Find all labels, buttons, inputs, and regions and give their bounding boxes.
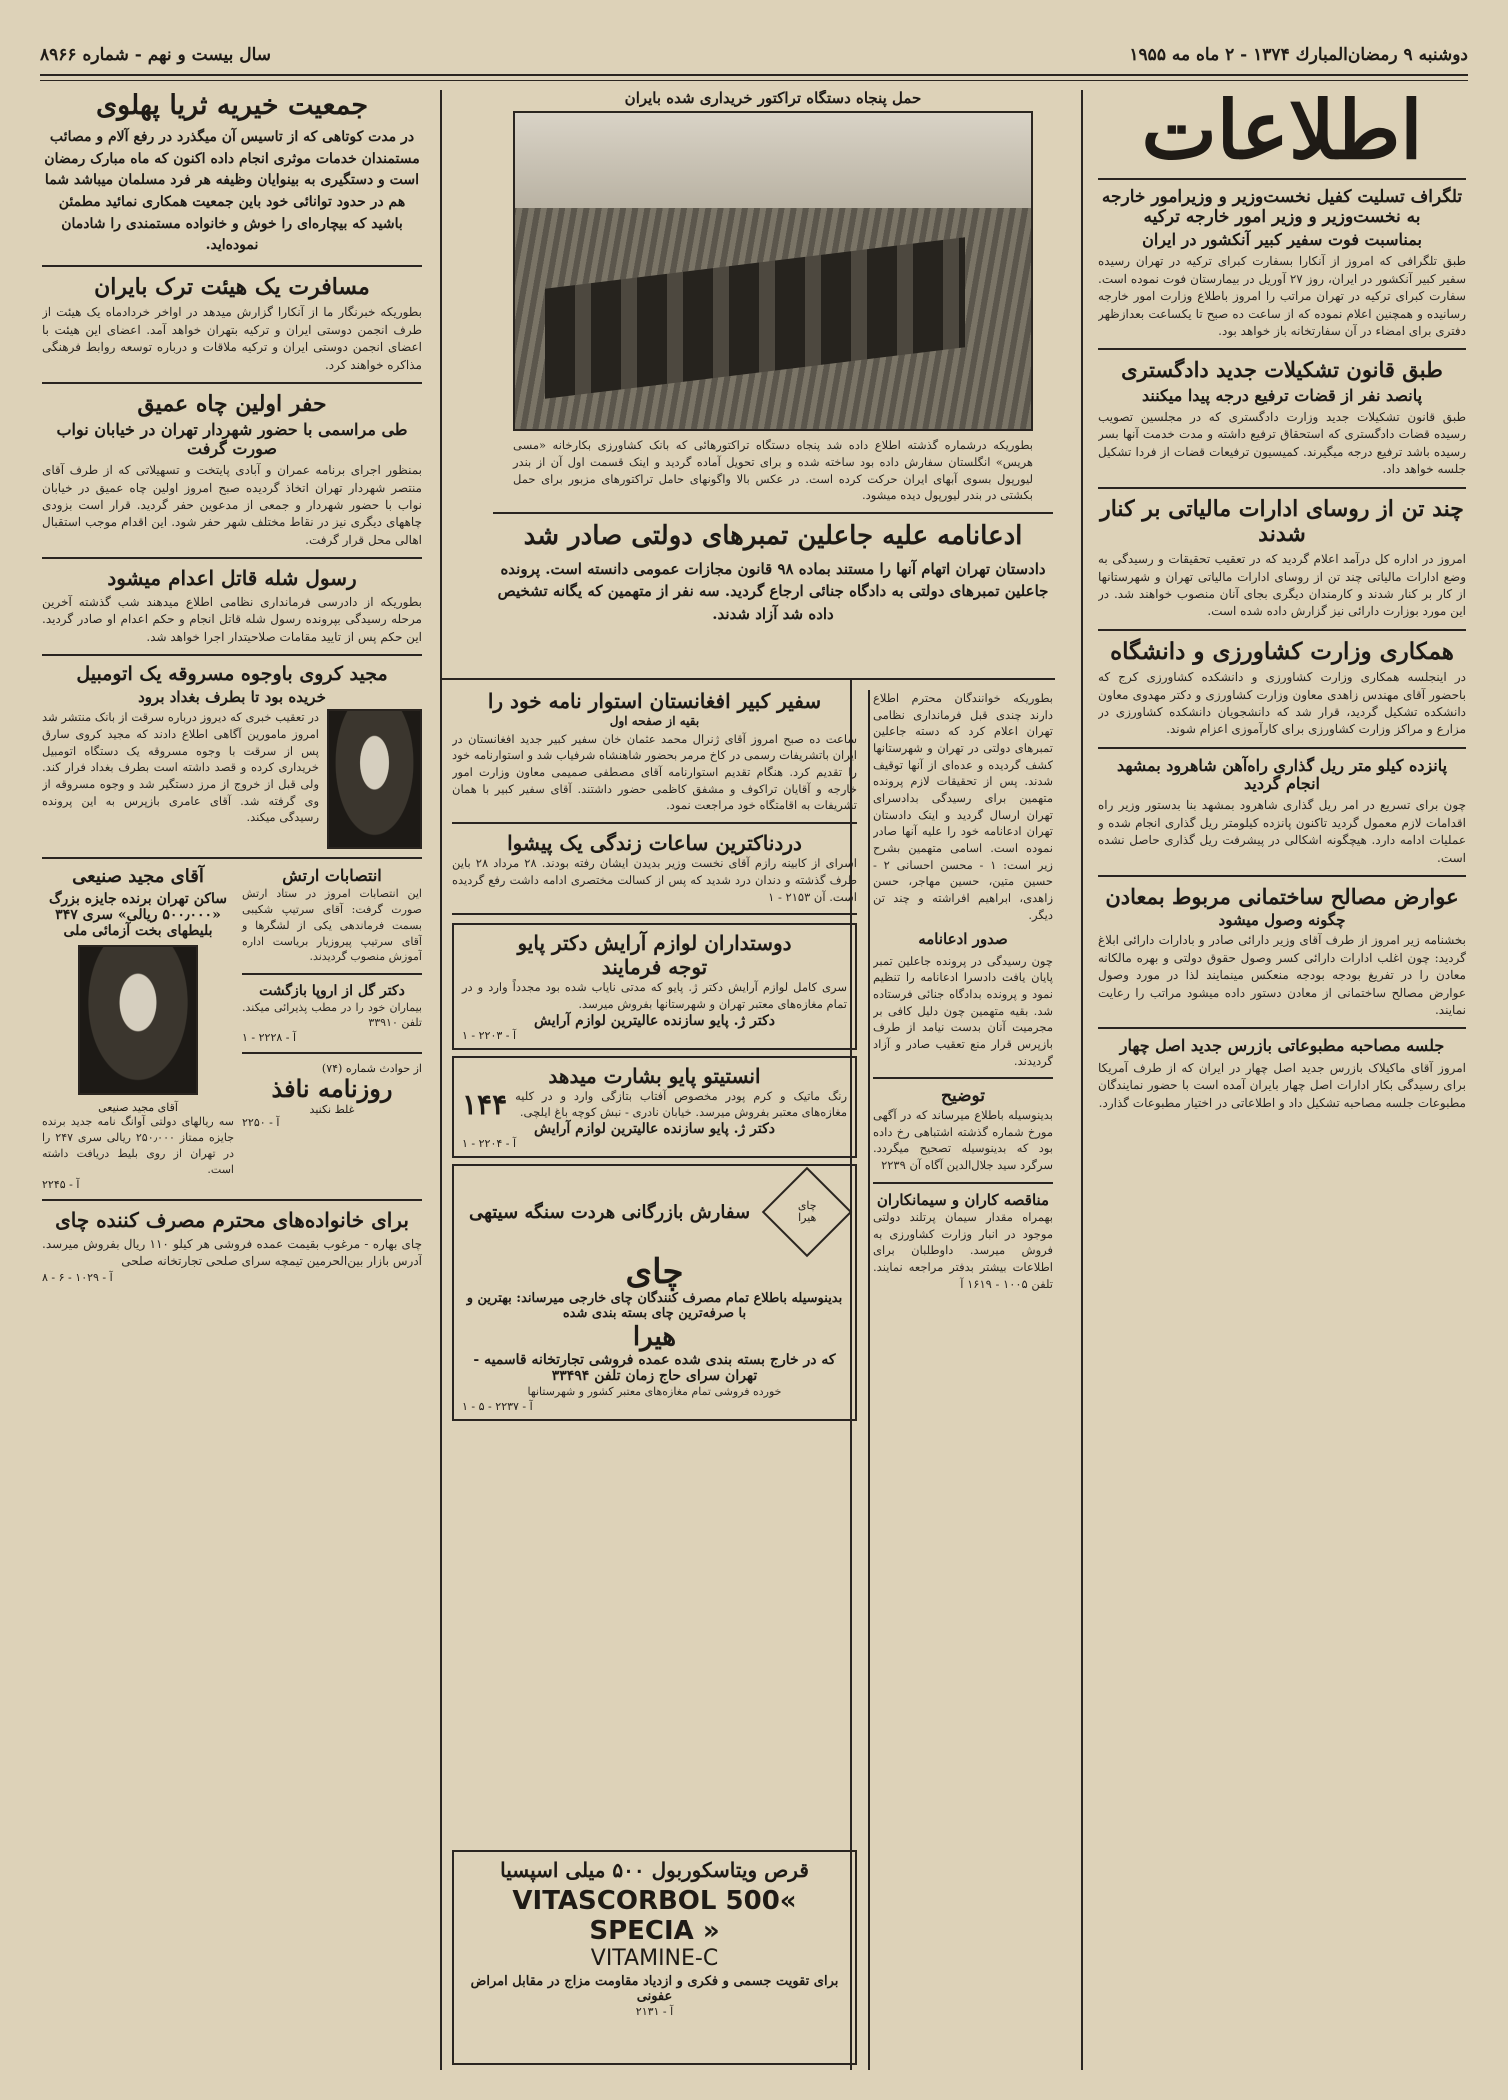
ad-body2: سه ریالهای دولتی آوانگ نامه جدید برنده جایزه ممتاز ۲۵۰٫۰۰۰ ریالی سری ۲۴۷ را در تهران از روی بلیط دریافت داشته است. [42, 1115, 234, 1177]
correction-title: توضیح [940, 1086, 986, 1107]
badge-top: چای [797, 1198, 817, 1212]
ad-nafez [242, 1062, 422, 1129]
ad-subtitle: توجه فرمایند [601, 955, 708, 980]
article-deep-well [42, 392, 422, 549]
article-stolen-car [42, 664, 422, 849]
article-point-four [1098, 1037, 1466, 1112]
bottom-left-split [42, 867, 422, 1191]
article-body: در تعقیب خبری که دیروز درباره سرقت از بانک منتشر شد امروز مامورین آگاهی اطلاع دادند که مجید کروی سارق پس از سرقت با وجوه مسروقه یک دستگاه اتومبیل خریداری کرده و قصد داشته است بطرف بغداد فرار کند. ولی قبل از خروج از مرز دستگیر شد و وجوه مسروقه از وی گرفته شد. آقای عامری بازپرس به این پرونده رسیدگی میکند. [42, 710, 319, 825]
headline: جمعیت خیریه ثریا پهلوی [95, 90, 369, 121]
ad-payot-cosmetics [452, 923, 857, 1049]
article-ambassador [452, 690, 857, 814]
headline: رسول شله قاتل اعدام میشود [107, 566, 357, 591]
ad-payot-institute [452, 1056, 857, 1158]
ad-code: آ - ۲۲۵۰ [242, 1115, 280, 1129]
article-body: امروز آقای ماکیلاک بازرس جدید اصل چهار در ایران که از طرف آمریکا برای رسیدگی بکار ادارات اصل چهار بایران آمده است با حضور نمایندگان مطبوعات جلسه مصاحبه تشکیل داد و اطلاعاتی در اختیار مطبوعات گذارد. [1098, 1060, 1466, 1110]
ad-title: دوستداران لوازم آرایش دکتر پایو [517, 931, 792, 956]
article-condolence [1098, 188, 1466, 340]
masthead-rule [40, 74, 1468, 76]
article-body: بمنظور اجرای برنامه عمران و آبادی پایتخت و تسهیلاتی که از طرف آقای منتصر شهردار تهران اتخاذ گردیده صبح امروز اولین چاه عمیق در خیابان نواب با حضور شهردار و جمعی از مدعوین حفر گردید. قرار است بزودی چاههای دیگری نیز در نقاط مختلف شهر حفر شود. این اقدام موجب استقبال اهالی محل قرار گرفت. [42, 463, 422, 547]
article-body: در مدت کوتاهی که از تاسیس آن میگذرد در رفع آلام و مصائب مستمندان خدمات موثری انجام داده اکنون که ماه مبارک رمضان است و دستگیری به بینوایان وظیفه هر فرد مسلمان میباشد شما هم در حدود توانائی خود باین جمعیت همکاری نمائید مطمئن باشید که بیچاره‌ای را خوش و خانواده مستمندی را شادمان نموده‌اید. [44, 129, 420, 254]
headline: عوارض مصالح ساختمانی مربوط بمعادن [1105, 884, 1459, 910]
article-army [242, 867, 422, 965]
ad-body: بدینوسیله باطلاع تمام مصرف کنندگان چای خارجی میرساند: بهترین و با صرفه‌ترین چای بسته بندی شده [466, 1291, 843, 1321]
headline: تلگراف تسلیت کفیل نخست‌وزیر و وزیرامور خارجه به نخست‌وزیر و وزیر امور خارجه ترکیه [1101, 187, 1463, 227]
photo-title: حمل پنجاه دستگاه تراکتور خریداری شده بایران [624, 90, 922, 107]
subheadline: خریده بود تا بطرف بغداد برود [138, 688, 326, 707]
photo-caption: بطوریکه درشماره گذشته اطلاع داده شد پنجاه دستگاه تراکتورهائی که بانک کشاورزی بکارخانه «مسی هریس» انگلستان سفارش داده بود ساخته شده و برای تحویل آماده گردید و اینک قسمت اول آن از بندر لیورپول بسوی آبهای ایران حرکت کرده است. در عکس بالا واگونهای حامل تراکتورهای مزبور برای حمل بکشتی در بندر لیورپول دیده میشود. [513, 438, 1033, 503]
headline: حفر اولین چاه عمیق [137, 391, 327, 418]
headline: مجید کروی باوجوه مسروقه یک اتومبیل [76, 663, 388, 686]
ad-body: رنگ ماتیک و کرم پودر مخصوص آفتاب بتازگی وارد و در کلیه مغازه‌های معتبر بفروش میرسد. خیابان نادری - نبش کوچه باغ ایلچی. [515, 1088, 847, 1120]
article-body: چون برای تسریع در امر ریل گذاری شاهرود بمشهد بنا بدستور وزیر راه اقدامات لازم معمول گردید تاکنون پانزده کیلومتر ریل گذاری انجام شده و عملیات ادامه دارد. هیچگونه اشکالی در پیشرفت ریل گذاری حاصل نشده است. [1098, 798, 1466, 865]
headline: چند تن از روسای ادارات مالیاتی بر کنار شدند [1100, 495, 1464, 547]
article-mines [1098, 885, 1466, 1019]
article-body: بطوریکه از دادرسی فرمانداری نظامی اطلاع میدهند شب گذشته آخرین مرحله رسیدگی بپرونده رسول شله قاتل انجام و حکم اعدام او صادر گردید. این حکم پس از تایید مقامات صلاحیتدار اجرا خواهد شد. [42, 595, 422, 644]
headline: طبق قانون تشکیلات جدید دادگستری [1121, 357, 1443, 383]
subheadline: چگونه وصول میشود [1218, 911, 1346, 930]
article-turkish-delegation [42, 275, 422, 374]
column-rule [868, 690, 870, 2070]
ad-title-latin: VITASCORBOL 500« SPECIA » [512, 1886, 797, 1946]
ad-body: بیماران خود را در مطب پذیرائی میکند. تلفن ۳۳۹۱۰ [242, 1000, 422, 1030]
headline: همکاری وزارت کشاورزی و دانشگاه [1110, 637, 1454, 665]
subheadline: پانصد نفر از قضات ترفیع درجه پیدا میکنند [1141, 385, 1423, 405]
subheadline: بمناسبت فوت سفیر کبیر آنکشور در ایران [1142, 230, 1422, 250]
article-body: این انتصابات امروز در ستاد ارتش صورت گرفت: آقای سرتیپ شکیبی بسمت فرماندهی یکی از لشگرها و آقای سرتیپ پیروزیار بریاست اداره آموزش منصوب گردیدند. [242, 886, 422, 964]
center-top [493, 90, 1053, 680]
article-body: چون رسیدگی در پرونده جاعلین تمبر پایان یافت دادسرا ادعانامه را تنظیم نمود و پرونده بدادگاه جنائی فرستاده شد. بقیه متهمین چون دلیل کافی بر مجرمیت آنان بدست نیامد از طرف بازپرس قرار منع تعقیب صادر و آزاد گردیدند. [873, 953, 1053, 1068]
photo-caption: آقای مجید صنیعی [98, 1101, 178, 1115]
left-column [42, 90, 422, 2080]
article-charity [42, 90, 422, 257]
ad-code: آ - ۱۰۲۹ - ۶ - ۸ [42, 1270, 113, 1284]
ad-vitascorbol [452, 1850, 857, 2065]
tea-badge-icon [762, 1167, 853, 1258]
headline: مسافرت یک هیئت ترک بایران [94, 274, 370, 301]
ad-body: چای بهاره - مرغوب بقیمت عمده فروشی هر کیلو ۱۱۰ ریال بفروش میرسد. آدرس بازار بین‌الحرمین تیمچه سرای صلحی تجارتخانه صلحی [42, 1237, 422, 1269]
ad-code: آ - ۲۱۳۱ [635, 2004, 674, 2018]
tender-body: بهمراه مقدار سیمان پرتلند دولتی موجود در انبار وزارت کشاورزی به فروش میرسد. داوطلبان برای اطلاعات بیشتر بدفتر مراجعه نمایند. تلفن ۱۰۰۵ - ۱۶۱۹ آ [873, 1209, 1053, 1291]
ad-code: آ - ۲۲۴۵ [42, 1178, 80, 1192]
stamps-column [873, 690, 1053, 2070]
ad-hira-tea [452, 1164, 857, 1421]
article-railway [1098, 757, 1466, 867]
article-agriculture [1098, 639, 1466, 739]
ad-tagline: برای تقویت جسمی و فکری و ازدیاد مقاومت مزاج در مقابل امراض عفونی [470, 1974, 839, 2004]
ad-title: انستیتو پایو بشارت میدهد [548, 1063, 761, 1088]
headline: پانزده کیلو متر ریل گذاری راه‌آهن شاهرود بمشهد انجام گردید [1116, 755, 1448, 794]
masthead-rule-thin [40, 80, 1468, 81]
ad-logo: روزنامه نافذ [271, 1074, 393, 1104]
correction-body: بدینوسیله باطلاع میرساند که در آگهی مورخ شماره گذشته اشتباهی رخ داده بود که بدینوسیله تصحیح میگردد. سرگرد سید جلال‌الدین آگاه آن ۲۲۳۹ [873, 1107, 1053, 1172]
ad-title-fa: قرص ویتاسکوربول ۵۰۰ میلی اسپسیا [500, 1858, 809, 1882]
ad-code: آ - ۲۲۰۳ - ۱ [462, 1028, 517, 1042]
ad-product: هیرا [632, 1321, 677, 1352]
date-line: دوشنبه ۹ رمضان‌المبارك ۱۳۷۴ - ۲ ماه مه ۱۹۵۵ [1129, 45, 1468, 65]
article-body: در اینجلسه همکاری وزارت کشاورزی و دانشکده کشاورزی کرج که باحضور آقای مهندس زاهدی معاون وزارت کشاورزی و دکتر مهدوی معاون دانشکده تشکیل گردید، قرار شد که دانشجویان دانشکده کشاورزی در مزارع و مراکز وزارت کشاورزی برای کارآموزی اعزام شوند. [1098, 670, 1466, 737]
newspaper-logo: اطلاعات [1141, 90, 1423, 177]
ad-subtitle-latin: VITAMINE-C [590, 1946, 719, 1971]
ad-body: سری کامل لوازم آرایش دکتر ژ. پایو که مدتی نایاب شده بود مجدداً وارد و در تمام مغازه‌های معتبر تهران و شهرستانها بفروش میرسد. [462, 980, 847, 1011]
subheadline: صدور ادعانامه [918, 930, 1008, 949]
article-body: بطوریکه خبرنگار ما از آنکارا گزارش میدهد در اواخر خردادماه یک هیئت از طرف انجمن دوستی ایران و ترکیه بتهران خواهد آمد. اعضای این هیئت با اعضای انجمن دوستی ایران و ترکیه ملاقات و درباره توسعه روابط فرهنگی مذاکره خواهند کرد. [42, 305, 422, 372]
ad-lottery-winner [42, 867, 234, 1191]
headline: دردناکترین ساعات زندگی یک پیشوا [507, 831, 802, 856]
ad-title: سفارش بازرگانی هردت سنگه سیتهی [468, 1201, 751, 1223]
headline: دکتر گل از اروپا بازگشت [259, 983, 405, 1000]
main-headline: ادعانامه علیه جاعلین تمبرهای دولتی صادر شد [523, 520, 1023, 551]
section-rule [440, 678, 1055, 680]
ad-big-number: ۱۴۴ [462, 1087, 508, 1121]
ad-body2: که در خارج بسته بندی شده عمده فروشی تجارتخانه قاسمیه - تهران سرای حاج زمان تلفن ۳۳۴۹۴ [473, 1351, 836, 1385]
article-body: بخشنامه زیر امروز از طرف آقای وزیر دارائی صادر و بادارات دارائی ابلاغ گردید: چون اغلب ادارات دارائی کسر وصول حقوق دولتی و بهره مالکانه معادن را در تفریغ بودجه بودجه منعکس مینمایند لذا در مورد وصول عوارض مصالح ساختمانی از معادن دستور داده میشود مراتب را رعایت نمایند. [1098, 933, 1466, 1017]
ad-note: خورده فروشی تمام مغازه‌های معتبر کشور و شهرستانها [527, 1385, 782, 1399]
article-tax [1098, 497, 1466, 621]
ad-body: ساکن تهران برنده جایزه بزرگ «۵۰۰٫۰۰۰ ریالی» سری ۳۴۷ بلیطهای بخت آزمائی ملی [48, 891, 228, 940]
right-column [1098, 90, 1466, 2080]
column-rule [1081, 90, 1083, 2070]
column-rule [440, 90, 442, 2070]
headline: انتصابات ارتش [282, 866, 382, 886]
bottom-left-ads [242, 867, 422, 1191]
headline: برای خانواده‌های محترم مصرف کننده چای [55, 1208, 409, 1233]
article-execution [42, 567, 422, 646]
headline: جلسه مصاحبه مطبوعاتی بازرس جدید اصل چهار [1119, 1036, 1445, 1056]
tractor-train-photo [513, 111, 1033, 431]
ad-signature: دکتر ژ. پایو سازنده عالیترین لوازم آرایش [533, 1012, 776, 1029]
article-toothache [452, 832, 857, 905]
article-body: بطوریکه خوانندگان محترم اطلاع دارند چندی قبل فرمانداری نظامی تهران اعلام کرد که دسته جاعلین تمبرهای دولتی در تهران و شهرستانها کشف گردیده و عده‌ای از آنها توقیف شدند. پس از تحقیقات لازم پرونده متهمین برای رسیدگی بدادسرای تهران ارسال گردید و اینک دادستان تهران ادعانامه خود را علیه آنها صادر نموده است. اسامی متهمین بشرح زیر است: ۱ - محسن احسانی ۲ - حسین متین، حسین مهاجر، حسن زاهدی، ابراهیم افراشته و چند تن دیگر. [873, 691, 1053, 922]
suspect-photo [327, 709, 422, 849]
ad-body: غلط نکنید [309, 1102, 355, 1116]
headline: سفیر کبیر افغانستان استوار نامه خود را [487, 690, 822, 713]
article-body: طبق قانون تشکیلات جدید وزارت دادگستری که در مجلسین تصویب رسیده قضات دادگستری که استحقاق ترفیع داشته و مدت خدمت آنها بسر رسیده باشد ترفیع درجه میگیرند. کمیسیون ترفیعات قضات از فردا تشکیل جلسه خواهد داد. [1098, 409, 1466, 477]
ad-code: آ - ۲۲۲۸ - ۱ [242, 1031, 297, 1045]
article-body: ساعت ده صبح امروز آقای ژنرال محمد عثمان خان سفیر کبیر جدید افغانستان در ایران باتشریفات رسمی در کاخ مرمر بحضور شاهنشاه شرفیاب شد و استوارنامه خود را تقدیم کرد. هنگام تقدیم استوارنامه آقای مصطفی صمیمی معاون وزارت امور خارجه و آقایان تراکوف و مشفق کاظمی حضور داشتند. آقای سفیر کبیر با همان تشریفات به اقامتگاه خود مراجعت نمود. [452, 731, 857, 813]
article-body: امروز در اداره کل درآمد اعلام گردید که در تعقیب تحقیقات و رسیدگی به وضع ادارات مالیاتی چند تن از روسای ادارات مالیاتی تهران و شهرستانها از کار بر کنار شدند و کارمندان دیگری بجای آنان منصوب خواهند شد. در این مورد بوزارت دارائی نیز گزارش داده شده است. [1098, 552, 1466, 619]
main-deck: دادستان تهران اتهام آنها را مستند بماده ۹۸ قانون مجازات عمومی دانسته است. پرونده جاعلین تمبرهای دولتی به دادگاه جنائی ارجاع گردید. سه نفر از متهمین که یگانه تشخیص داده شد آزاد شدند. [497, 559, 1049, 623]
article-body: طبق تلگرافی که امروز از آنکارا بسفارت کبرای ترکیه در تهران رسیده سفیر کبیر آنکشور در ایران، روز ۲۷ آوریل در بیمارستان فوت نموده است. سفارت کبرای ترکیه در تهران مراتب را امروز باطلاع وزارت امور خارجه رسانیده و همچنین اعلام نموده که از ساعت ده صبح تا یکساعت بعدازظهر دفتری برای امضاء در آن سفارتخانه باز خواهد بود. [1098, 254, 1466, 339]
article-body: اسرای از کابینه رازم آقای نخست وزیر بدیدن ایشان رفته بودند. ۲۸ مرداد ۲۸ باین طرف گذشته و دندان درد شدید که پس از کسالت مختصری ادامه داشت رفع گردیده است. آن ۲۱۵۳ - ۱ [452, 856, 857, 904]
masthead-top-line [40, 38, 1468, 72]
headline: آقای مجید صنیعی [72, 866, 204, 888]
subheadline: طی مراسمی با حضور شهردار تهران در خیابان نواب صورت گرفت [56, 420, 408, 458]
ad-code: آ - ۲۲۳۷ - ۵ - ۱ [462, 1400, 533, 1414]
ad-tea-families [42, 1209, 422, 1284]
ad-signature: دکتر ژ. پایو سازنده عالیترین لوازم آرایش [533, 1120, 776, 1137]
tender-title: مناقصه کاران و سیمانکاران [876, 1190, 1050, 1209]
ad-brand: چای [625, 1252, 684, 1293]
ad-small: از حوادث شماره (۷۴) [321, 1062, 422, 1076]
article-judiciary [1098, 358, 1466, 478]
continued-note: بقیه از صفحه اول [609, 714, 700, 728]
issue-line: سال بیست و نهم - شماره ۸۹۶۶ [40, 45, 272, 65]
badge-bottom: هیرا [797, 1211, 817, 1225]
ad-code: آ - ۲۲۰۴ - ۱ [462, 1137, 517, 1151]
winner-photo [78, 945, 198, 1095]
ad-doctor [242, 983, 422, 1044]
